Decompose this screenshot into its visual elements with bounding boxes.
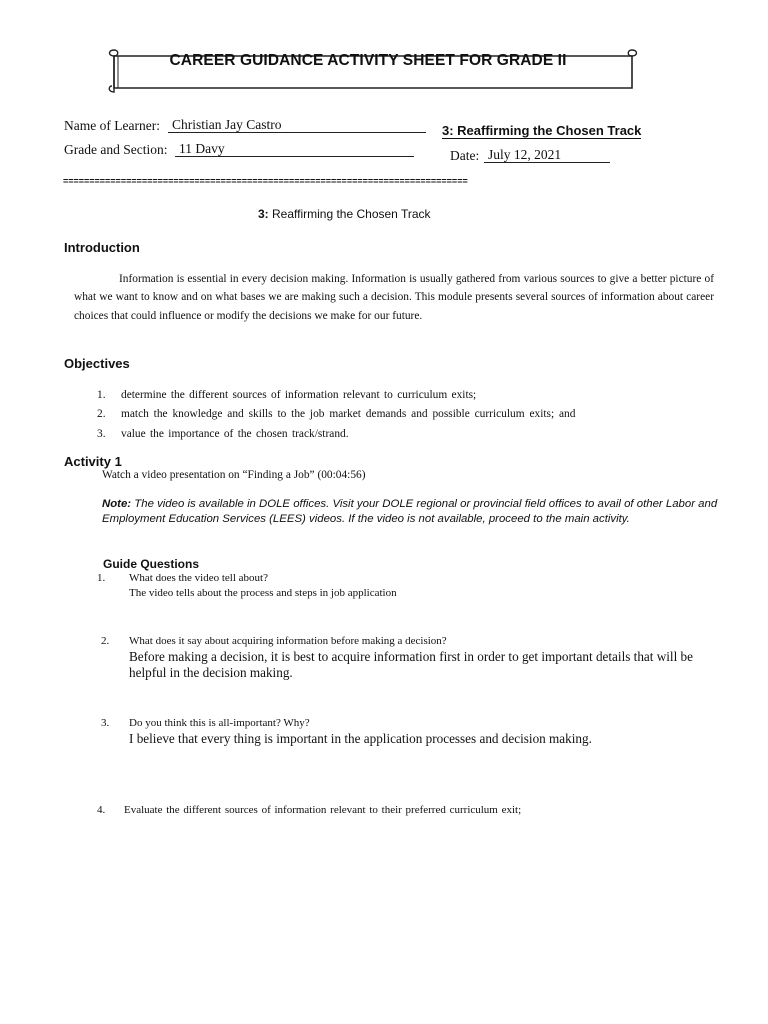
learner-name-label: Name of Learner: (64, 118, 160, 133)
question-text: Evaluate the different sources of information relevant to their preferred curriculum exit; (124, 804, 522, 816)
objective-item: match the knowledge and skills to the job market demands and possible curriculum exits; and (121, 408, 576, 420)
question-number: 2. (101, 635, 110, 647)
objective-item: determine the different sources of information relevant to curriculum exits; (121, 389, 477, 401)
section-title-text: Reaffirming the Chosen Track (268, 207, 431, 221)
objective-number: 3. (97, 428, 106, 440)
note-label: Note: (102, 498, 132, 510)
note-text: The video is available in DOLE offices. Visit your DOLE regional or provincial field offices to avail of other Labor and Employment Education Services (LEES) videos. If the video is not available, proceed to the main activity. (102, 498, 718, 525)
activity-instruction: Watch a video presentation on “Finding a Job” (00:04:56) (102, 469, 366, 481)
answer-text: The video tells about the process and steps in job application (129, 587, 397, 599)
introduction-heading: Introduction (64, 240, 140, 255)
question-text: What does the video tell about? (129, 572, 268, 584)
learner-name-value: Christian Jay Castro (168, 118, 426, 133)
objectives-heading: Objectives (64, 356, 130, 371)
date-label: Date: (450, 148, 480, 163)
date-value: July 12, 2021 (484, 148, 610, 163)
question-text: Do you think this is all-important? Why? (129, 717, 310, 729)
question-number: 4. (97, 804, 106, 816)
divider-line: ============================================================================= (63, 176, 468, 186)
section-title-number: 3: (258, 207, 269, 221)
question-text: What does it say about acquiring information before making a decision? (129, 635, 447, 647)
page-title: CAREER GUIDANCE ACTIVITY SHEET FOR GRADE II (169, 52, 567, 69)
objective-number: 1. (97, 389, 106, 401)
activity-heading: Activity 1 (64, 454, 122, 469)
answer-text: Before making a decision, it is best to acquire information first in order to get important details that will be helpful in the decision making. (129, 649, 693, 680)
grade-section-value: 11 Davy (175, 142, 414, 157)
grade-section-label: Grade and Section: (64, 142, 168, 157)
objective-item: value the importance of the chosen track/strand. (121, 428, 349, 440)
activity-note (102, 497, 724, 527)
guide-questions-heading: Guide Questions (103, 557, 200, 571)
question-number: 1. (97, 572, 106, 584)
objective-number: 2. (97, 408, 106, 420)
section-title (258, 207, 431, 221)
introduction-paragraph: Information is essential in every decision making. Information is usually gathered from various sources to give a better picture of what we want to know and on what bases we are making such a decision. This module presents several sources of information about career choices that could influence or modify the decisions we make for our future. (74, 273, 714, 322)
track-heading-right: 3: Reaffirming the Chosen Track (442, 123, 642, 138)
answer-text: I believe that every thing is important in the application processes and decision making. (129, 731, 592, 746)
question-number: 3. (101, 717, 110, 729)
